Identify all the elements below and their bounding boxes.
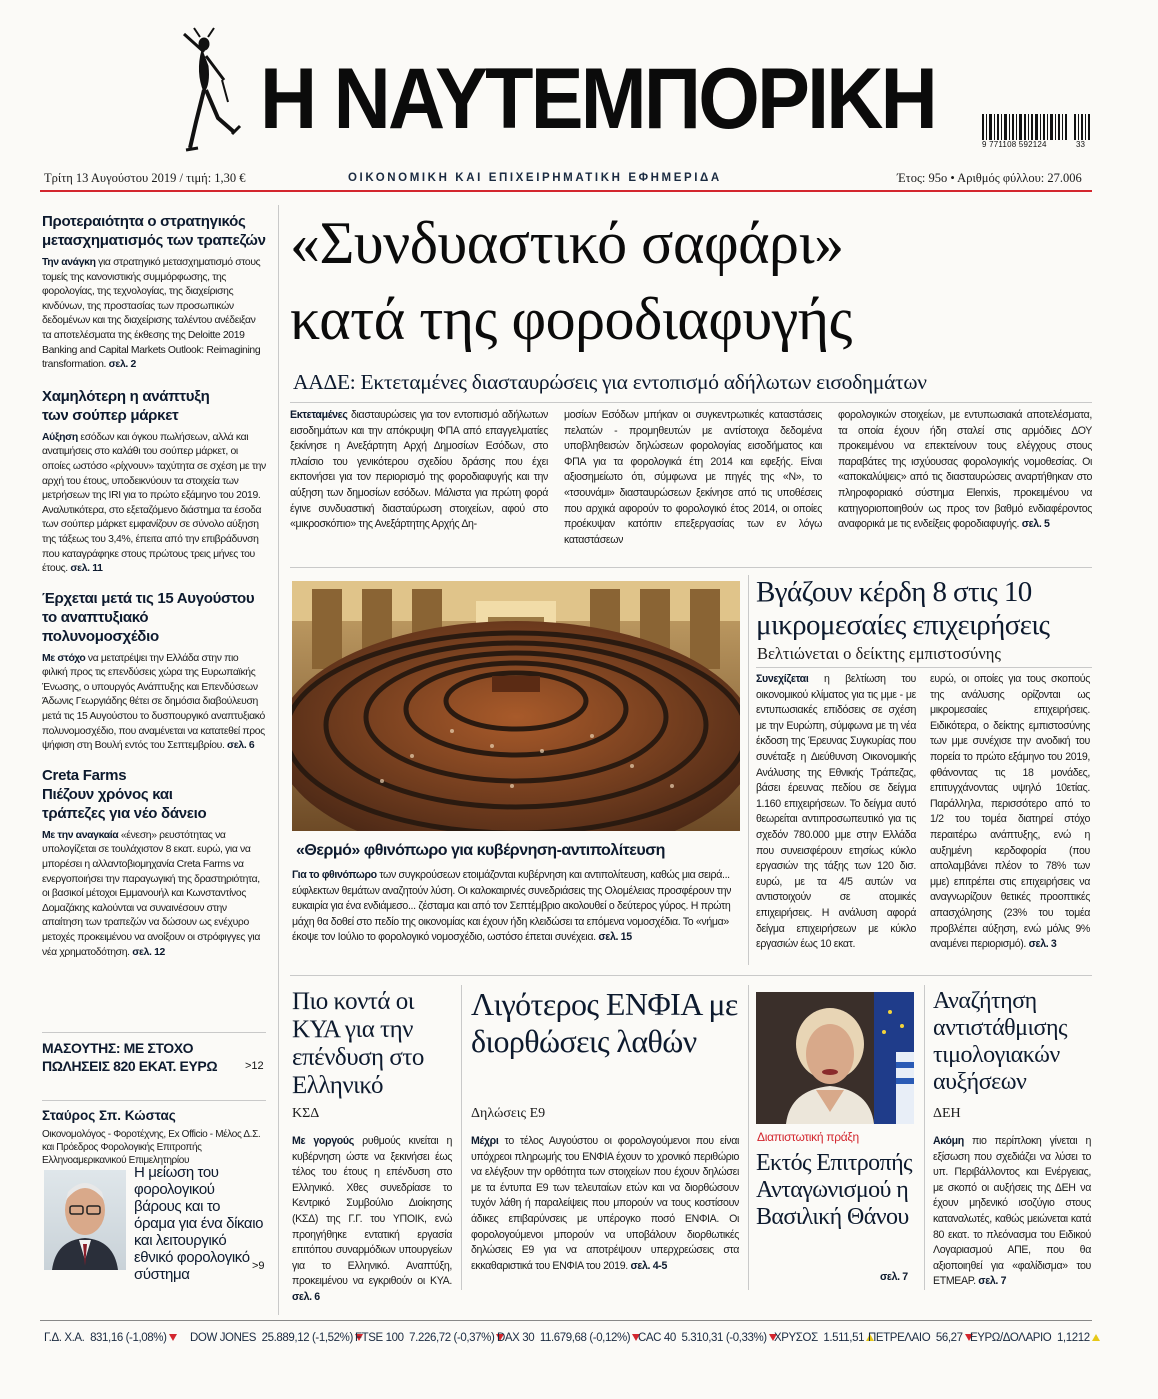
- ticker-item: ΕΥΡΩ/ΔΟΛΑΡΙΟ 1,1212: [970, 1332, 1100, 1344]
- sidebar-divider: [42, 1032, 266, 1033]
- barcode-icon: [982, 114, 1092, 140]
- bottom-section-rule: [290, 975, 1092, 976]
- parliament-photo: [292, 581, 740, 831]
- bottom-rule-2: [748, 985, 749, 1290]
- sme-subhead-rule: [756, 667, 1092, 668]
- bottom-story-2-headline: Λιγότερος ΕΝΦΙΑ με διορθώσεις λαθών: [471, 986, 738, 1059]
- bottom-story-4-body: Ακόμη πιο περίπλοκη γίνεται η εξίσωση που σχεδιάζει να λύσει το υπ. Περιβάλλοντος και Ενέργειας, με σκοπό οι αυξήσεις της ΔΕΗ να έχουν μηδενικό ισοζύγιο στους καταναλωτές, καθώς μειώνεται κατά 80 εκατ. το πλεόνασμα του Ειδικού Λογαριασμού ΑΠΕ, που θα αξιοποιηθεί για «φαλίδισμα» του ΕΤΜΕΑΡ. σελ. 7: [933, 1135, 1091, 1288]
- portrait-icon: [756, 992, 914, 1124]
- portrait-icon: [44, 1170, 126, 1270]
- bottom-story-4-headline: Αναζήτηση αντιστάθμισης τιμολογιακών αυξήσεων: [933, 988, 1067, 1095]
- sidebar-story-4-title: Πιέζουν χρόνος και τράπεζες για νέο δάνειο: [42, 785, 207, 822]
- barcode: [982, 114, 1092, 154]
- author-name: Σταύρος Σπ. Κώστας: [42, 1108, 176, 1123]
- barcode-number: 9 771108 592124: [982, 140, 1047, 149]
- main-story-col-2: μοσίων Εσόδων μπήκαν οι συγκεντρωτικές καταστάσεις πελατών - προμηθευτών με αντίστοιχα δεδομένα υποβληθεισών δηλώσεων φορολογίας εισοδήματος και ΦΠΑ για τα φορολογικά έτη 2014 και εφεξής. Είναι αξιοσημείωτο ότι, σύμφωνα με πηγές της «Ν», το «τσουνάμι» διασταυρώσεων ξεκίνησε από τις υποθέσεις που αρχικά αφορούν το φορολογικό έτος 2014, οι οποίες προέκυψαν κατόπιν επεξεργασίας των εν λόγω καταστάσεων: [564, 409, 822, 546]
- ticker-item: DAX 30 11.679,68 (-0,12%): [497, 1332, 640, 1344]
- masthead: [0, 0, 1158, 200]
- main-headline-line-2: κατά της φοροδιαφυγής: [290, 286, 852, 352]
- thanou-photo: [756, 992, 914, 1124]
- banner-line-1: ΜΑΣΟΥΤΗΣ: ΜΕ ΣΤΟΧΟ: [42, 1040, 194, 1056]
- banner-ref: >12: [245, 1060, 264, 1072]
- masthead-rule: [40, 190, 1092, 192]
- sidebar: [42, 212, 266, 960]
- main-subhead: ΑΑΔΕ: Εκτεταμένες διασταυρώσεις για εντοπισμό αδήλωτων εισοδημάτων: [293, 370, 927, 394]
- newspaper-title: Η ΝΑΥΤΕΜΠΟΡΙΚΗ: [260, 51, 936, 147]
- author-ref: >9: [252, 1260, 265, 1272]
- sme-subhead: Βελτιώνεται ο δείκτης εμπιστοσύνης: [757, 644, 1001, 663]
- barcode-addon: 33: [1076, 140, 1085, 149]
- sme-headline: Βγάζουν κέρδη 8 στις 10 μικρομεσαίες επιχειρήσεις: [756, 576, 1050, 641]
- author-column: [42, 1108, 266, 1283]
- bottom-story-2-body: Μέχρι το τέλος Αυγούστου οι φορολογούμενοι που είναι υπόχρεοι πληρωμής του ΕΝΦΙΑ έχουν το χρονικό περιθώριο να ελέγξουν την ορθότητα των στοιχείων που έχουν δηλώσει με τα έντυπα Ε9 των τελευταίων ετών και να διορθώσουν τυχόν λάθη ή παραλείψεις που μπορούν να τους κοστίσουν άδικες επιβαρύνσεις με υπέρογκο ποσό ΕΝΦΙΑ. Οι φορολογούμενοι μπορούν να υποβάλουν διορθωτικές δηλώσεις Ε9 για να αποτρέψουν υπερχρεώσεις στα εκκαθαριστικά του ΕΝΦΙΑ του 2019. σελ. 4-5: [471, 1135, 739, 1272]
- bottom-rule-1: [461, 985, 462, 1290]
- date-price: Τρίτη 13 Αυγούστου 2019 / τιμή: 1,30 €: [44, 171, 246, 185]
- ticker-item: DOW JONES 25.889,12 (-1,52%): [190, 1332, 363, 1344]
- bottom-story-1-body: Με γοργούς ρυθμούς κινείται η κυβέρνηση ώστε να ξεκινήσει έως τέλος του έτους η επένδυση στο Ελληνικό. Χθες συνεδρίασε το Κεντρικό Συμβούλιο Διοίκησης (ΚΣΔ) της Γ.Γ. του ΥΠΟΙΚ, ενώ προηγήθηκε εντατική εργασία επιτόπου συναρμόδιων υπουργείων για το Ελληνικό. Αναπτύξη, προκειμένου να εγκριθούν οι ΚΥΑ. σελ. 6: [292, 1135, 452, 1303]
- author-description: Οικονομολόγος - Φοροτέχνης, Ex Officio - Μέλος Δ.Σ. και Πρόεδρος Φορολογικής Επιτροπής Ελληνοαμερικανικού Επιμελητηρίου: [42, 1129, 261, 1166]
- bottom-story-3-headline: Εκτός Επιτροπής Ανταγωνισμού η Βασιλική Θάνου: [756, 1150, 912, 1230]
- banner-line-2: ΠΩΛΗΣΕΙΣ 820 ΕΚΑΤ. ΕΥΡΩ: [42, 1058, 218, 1074]
- bottom-story-2-kicker: Δηλώσεις Ε9: [471, 1106, 546, 1121]
- sidebar-story-1-title: Προτεραιότητα ο στρατηγικός μετασχηματισμός των τραπεζών: [42, 213, 266, 249]
- photo-caption-title: «Θερμό» φθινόπωρο για κυβέρνηση-αντιπολίτευση: [296, 842, 665, 859]
- bottom-story-1-headline: Πιο κοντά οι ΚΥΑ για την επένδυση στο Ελληνικό: [292, 988, 424, 1099]
- ticker-item: FTSE 100 7.226,72 (-0,37%): [355, 1332, 504, 1344]
- bottom-rule-3: [924, 985, 925, 1290]
- photo-caption-body: Για το φθινόπωρο των συγκρούσεων ετοιμάζονται κυβέρνηση και αντιπολίτευση, καθώς μια σειρά... εύφλεκτων θεμάτων αναζητούν λύση. Οι καλοκαιρινές συνεδριάσεις της Ολομέλειας προσφέρουν την ευκαιρία για ένα ενδιάμεσο... ζέσταμα και από τον Σεπτέμβριο ακολουθεί ο δεύτερος γύρος. Η πρώτη μάχη θα δοθεί στο πεδίο της οικονομίας και έχουν ήδη κλειδώσει τα επόμενα νομοσχέδια. Το «νήμα» έκοψε τον Ιούλιο το φορολογικό νομοσχέδιο, ωστόσο έπεται συνέχεια. σελ. 15: [292, 869, 732, 944]
- bottom-story-3-ref: σελ. 7: [880, 1271, 908, 1283]
- sidebar-story-1-body: Την ανάγκη για στρατηγικό μετασχηματισμό στους τομείς της κανονιστικής συμμόρφωσης, της φορολογίας, της τεχνολογίας, της διαχείρισης κινδύνων, της προστασίας των προσωπικών δεδομένων και της διαχείρισης ταλέντου ανέδειξαν τα αποτελέσματα της έκθεσης της Deloitte 2019 Banking and Capital Markets Outlook: Reimagining transformation. σελ. 2: [42, 257, 261, 371]
- photo-story-rule: [748, 575, 749, 965]
- main-story-bottom-rule: [290, 567, 1092, 568]
- sme-col-2: ευρώ, οι οποίες για τους σκοπούς της ανάλυσης ορίζονται ως μικρομεσαίες επιχειρήσεις. Ειδικότερα, ο δείκτης εμπιστοσύνης των μμε συνέχισε την ανοδική του πορεία το πρώτο εξάμηνο του 2019, φθάνοντας τις 18 μονάδες, επιτυγχάνοντας υψηλό 10ετίας. Παράλληλα, περισσότερο από το 1/2 του τομέα διατηρεί στόχο περαιτέρω ανάπτυξης, ενώ η αυξημένη κερδοφορία (που απολαμβάνει πλέον το 78% των μμε) επιτρέπει στις επιχειρήσεις να αναγνωρίζουν θετικές προοπτικές απασχόλησης (23% του τομέα προβλέπει αύξηση, ενώ μόλις 9% αναμένει περιορισμό). σελ. 3: [930, 673, 1090, 951]
- ticker-item: ΧΡΥΣΟΣ 1.511,51: [774, 1332, 874, 1344]
- sme-col-1: Συνεχίζεται η βελτίωση του οικονομικού κλίματος για τις μμε - με εντυπωσιακές επιδόσεις σε σχέση με την Ευρώπη, σύμφωνα με τη νέα έκδοση της Έρευνας Συγκυρίας που συνέταξε η Διεύθυνση Οικονομικής Ανάλυσης της Εθνικής Τράπεζας, βάσει έρευνας πεδίου σε δείγμα 1.160 επιχειρήσεων. Το δείγμα αυτό θεωρείται αντιπροσωπευτικό για τις σχεδόν 780.000 μμε στην Ελλάδα που συνεισφέρουν ετησίως κύκλο εργασιών της τάξης των 120 δισ. ευρώ, με τα 4/5 αυτών να αντιστοιχούν σε ατομικές επιχειρήσεις. Η ανάλυση αφορά δείγμα επιχειρήσεων με κύκλο εργασιών έως 10 εκατ.: [756, 673, 916, 951]
- sidebar-story-2-body: Αύξηση εσόδων και όγκου πωλήσεων, αλλά και ανατιμήσεις στο καλάθι του σούπερ μάρκετ, οι οποίες ωστόσο «ρίχνουν» ταχύτητα σε σχέση με την αρχή του έτους, υποδεικνύουν τα στοιχεία των μετρήσεων της IRI για το πρώτο εξάμηνο του 2019. Αναλυτικότερα, στο εξεταζόμενο διάστημα τα έσοδα των σούπερ μάρκετ εμφανίζουν σε σύνολο αύξηση της τάξεως του 3,4%, έπειτα από την επιβράδυνση που καταγράφηκε στους πρώτους τρεις μήνες του έτους. σελ. 11: [42, 431, 266, 575]
- bottom-story-4-kicker: ΔΕΗ: [933, 1106, 961, 1121]
- tagline: ΟΙΚΟΝΟΜΙΚΗ ΚΑΙ ΕΠΙΧΕΙΡΗΜΑΤΙΚΗ ΕΦΗΜΕΡΙΔΑ: [348, 172, 722, 184]
- ticker-item: CAC 40 5.310,31 (-0,33%): [638, 1332, 777, 1344]
- main-story-col-3: φορολογικών στοιχείων, με εντυπωσιακά αποτελέσματα, τα οποία έχουν ήδη σταλεί στις αρμόδιες ΔΟΥ προκειμένου να επεκτείνουν τους ελέγχους στους παραβάτες της ισχύουσας φορολογικής νομοθεσίας. Οι «αποκαλύψεις» από τις διασταυρώσεις αναρτήθηκαν στο πληροφοριακό σύστημα Elenxis, προκειμένου να κατηγοριοποιηθούν ως προς τον βαθμό ενδιαφέροντος αναφορικά με τις ενδείξεις φοροδιαφυγής. σελ. 5: [838, 409, 1092, 531]
- down-arrow-icon: [169, 1334, 177, 1341]
- main-subhead-rule: [290, 402, 1092, 403]
- hermes-figure-icon: [166, 22, 246, 162]
- ticker-item: ΠΕΤΡΕΛΑΙΟ 56,27: [868, 1332, 973, 1344]
- sidebar-story-2-title: Χαμηλότερη η ανάπτυξη των σούπερ μάρκετ: [42, 387, 210, 424]
- sidebar-divider-2: [42, 1100, 266, 1101]
- author-headline: Η μείωση του φορολογικού βάρους και το όραμα για ένα δίκαιο και λειτουργικό εθνικό φορολογικό σύστημα: [134, 1164, 264, 1283]
- sidebar-story-3-title: Έρχεται μετά τις 15 Αυγούστου το αναπτυξιακό πολυνομοσχέδιο: [42, 589, 255, 645]
- author-photo: [44, 1170, 126, 1270]
- main-story-col-1: Εκτεταμένες διασταυρώσεις για τον εντοπισμό αδήλωτων εισοδημάτων και την απόκρυψη ΦΠΑ από επαγγελματίες ξεκίνησε η Ανεξάρτητη Αρχή Δημοσίων Εσόδων, στο πλαίσιο του γενικότερου σχεδίου δράσης που έχει εκπονήσει για τον περιορισμό της φοροδιαφυγής και την αύξηση των δημοσίων εσόδων. Μάλιστα για πρώτη φορά έγινε συνδυαστική διασταύρωση στοιχείων, αφού στο «μικροσκόπιο» της Ανεξάρτητης Αρχής Δη-: [290, 409, 548, 531]
- parliament-chamber-icon: [292, 581, 740, 831]
- bottom-story-3-kicker: Διαπιστωτική πράξη: [757, 1130, 859, 1144]
- up-arrow-icon: [1092, 1334, 1100, 1341]
- sidebar-story-4-kicker: Creta Farms: [42, 766, 127, 784]
- ticker-top-rule: [40, 1320, 1092, 1321]
- sidebar-story-4-body: Με την αναγκαία «ένεση» ρευστότητας να υπολογίζεται σε τουλάχιστον 8 εκατ. ευρώ, για να μπορέσει η αλλαντοβιομηχανία Creta Farms να ενεργοποιήσει την παραγωγική της δραστηριότητα, οι βασικοί μέτοχοι Εμμανουήλ και Κωνσταντίνος Δομαζάκης καλούνται να συναινέσουν στην απαίτηση των τραπεζών να δώσουν ως ενέχυρο μετοχές προκειμένου να ανοίξουν οι στρόφιγγες για νέα χρηματοδότηση. σελ. 12: [42, 829, 261, 958]
- ticker-item: Γ.Δ. Χ.Α. 831,16 (-1,08%): [44, 1332, 177, 1344]
- main-headline-line-1: «Συνδυαστικό σαφάρι»: [290, 210, 844, 276]
- sidebar-vertical-rule: [278, 205, 279, 1315]
- bottom-story-1-kicker: ΚΣΔ: [292, 1106, 320, 1121]
- sidebar-story-3-body: Με στόχο να μετατρέψει την Ελλάδα στην πιο φιλική προς τις επενδύσεις χώρα της Ευρωπαϊκής Ένωσης, ο υπουργός Ανάπτυξης και Επενδύσεων Άδωνις Γεωργιάδης θέτει σε δημόσια διαβούλευση μετά τις 15 Αυγούστου το δυσπουργικό αναπτυξιακό πολυνομοσχέδιο, που αναμένεται να κατατεθεί προς ψήφιση στη Βουλή εντός του Σεπτεμβρίου. σελ. 6: [42, 652, 265, 752]
- masoutis-banner: [42, 1040, 266, 1078]
- issue-number: Έτος: 95ο • Αριθμός φύλλου: 27.006: [897, 171, 1082, 185]
